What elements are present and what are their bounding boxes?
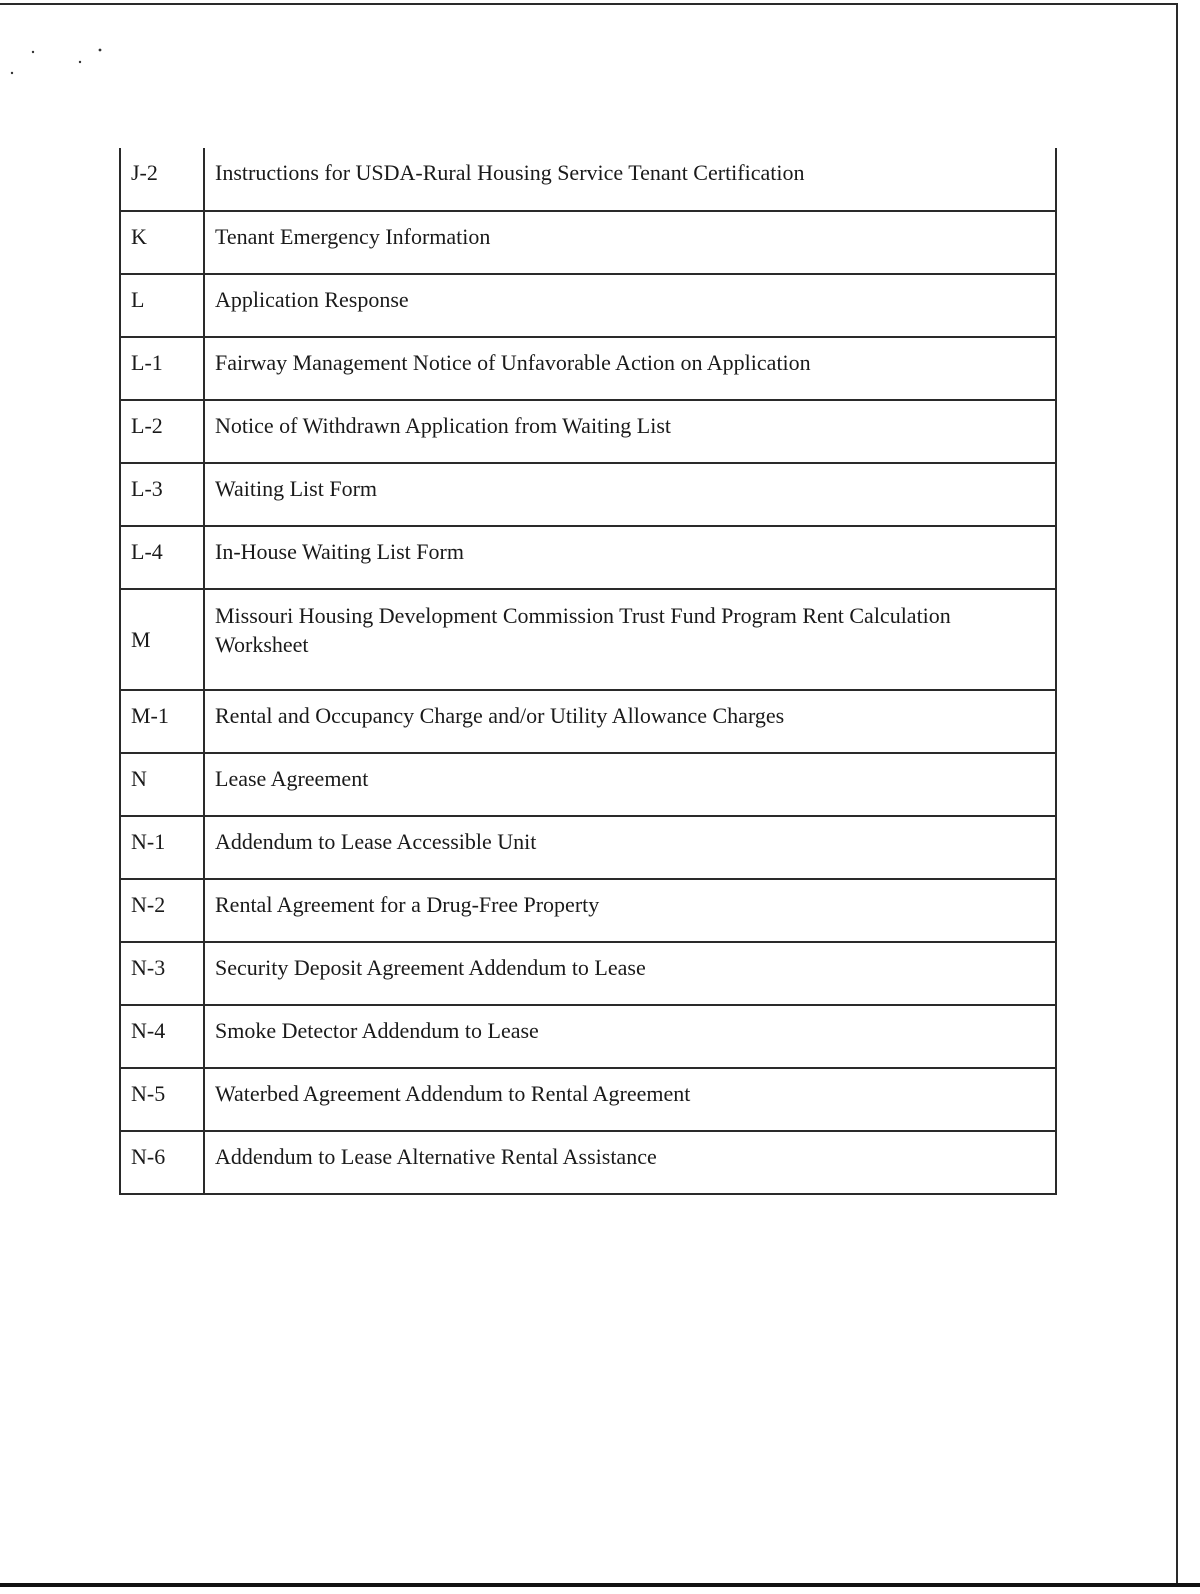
row-code: M	[120, 589, 204, 690]
table-row	[120, 400, 1056, 463]
table-row	[120, 1068, 1056, 1131]
row-title: Rental and Occupancy Charge and/or Utility Allowance Charges	[204, 690, 1056, 753]
row-code: L-4	[120, 526, 204, 589]
row-code: N-6	[120, 1131, 204, 1194]
row-title: Lease Agreement	[204, 753, 1056, 816]
row-title: Fairway Management Notice of Unfavorable Action on Application	[204, 337, 1056, 400]
row-title: Tenant Emergency Information	[204, 211, 1056, 274]
scan-border-right	[1176, 3, 1178, 1583]
appendix-index-table	[119, 148, 1057, 1195]
table-row	[120, 274, 1056, 337]
row-title: In-House Waiting List Form	[204, 526, 1056, 589]
row-code: L	[120, 274, 204, 337]
row-title: Waterbed Agreement Addendum to Rental Agreement	[204, 1068, 1056, 1131]
row-code: N	[120, 753, 204, 816]
row-code: K	[120, 211, 204, 274]
row-title: Waiting List Form	[204, 463, 1056, 526]
row-code: N-3	[120, 942, 204, 1005]
row-code: M-1	[120, 690, 204, 753]
row-code: L-1	[120, 337, 204, 400]
row-title: Missouri Housing Development Commission Trust Fund Program Rent Calculation Worksheet	[204, 589, 1056, 690]
table-row	[120, 1005, 1056, 1068]
table-row	[120, 690, 1056, 753]
row-title: Application Response	[204, 274, 1056, 337]
row-code: J-2	[120, 148, 204, 211]
table-row	[120, 337, 1056, 400]
row-title: Instructions for USDA-Rural Housing Service Tenant Certification	[204, 148, 1056, 211]
table-row	[120, 816, 1056, 879]
table-row	[120, 589, 1056, 690]
row-code: N-4	[120, 1005, 204, 1068]
row-title: Rental Agreement for a Drug-Free Property	[204, 879, 1056, 942]
table-row	[120, 879, 1056, 942]
scan-specks	[0, 40, 120, 90]
table-row	[120, 526, 1056, 589]
row-code: L-3	[120, 463, 204, 526]
row-title: Smoke Detector Addendum to Lease	[204, 1005, 1056, 1068]
row-title: Addendum to Lease Accessible Unit	[204, 816, 1056, 879]
table-row	[120, 148, 1056, 211]
scan-border-top	[0, 3, 1178, 5]
row-title: Addendum to Lease Alternative Rental Assistance	[204, 1131, 1056, 1194]
row-code: N-2	[120, 879, 204, 942]
row-title: Notice of Withdrawn Application from Waiting List	[204, 400, 1056, 463]
row-code: N-5	[120, 1068, 204, 1131]
table-row	[120, 211, 1056, 274]
row-code: N-1	[120, 816, 204, 879]
scan-border-bottom	[0, 1583, 1200, 1587]
row-code: L-2	[120, 400, 204, 463]
table-row	[120, 1131, 1056, 1194]
row-title: Security Deposit Agreement Addendum to Lease	[204, 942, 1056, 1005]
table-row	[120, 753, 1056, 816]
table-row	[120, 463, 1056, 526]
table-row	[120, 942, 1056, 1005]
